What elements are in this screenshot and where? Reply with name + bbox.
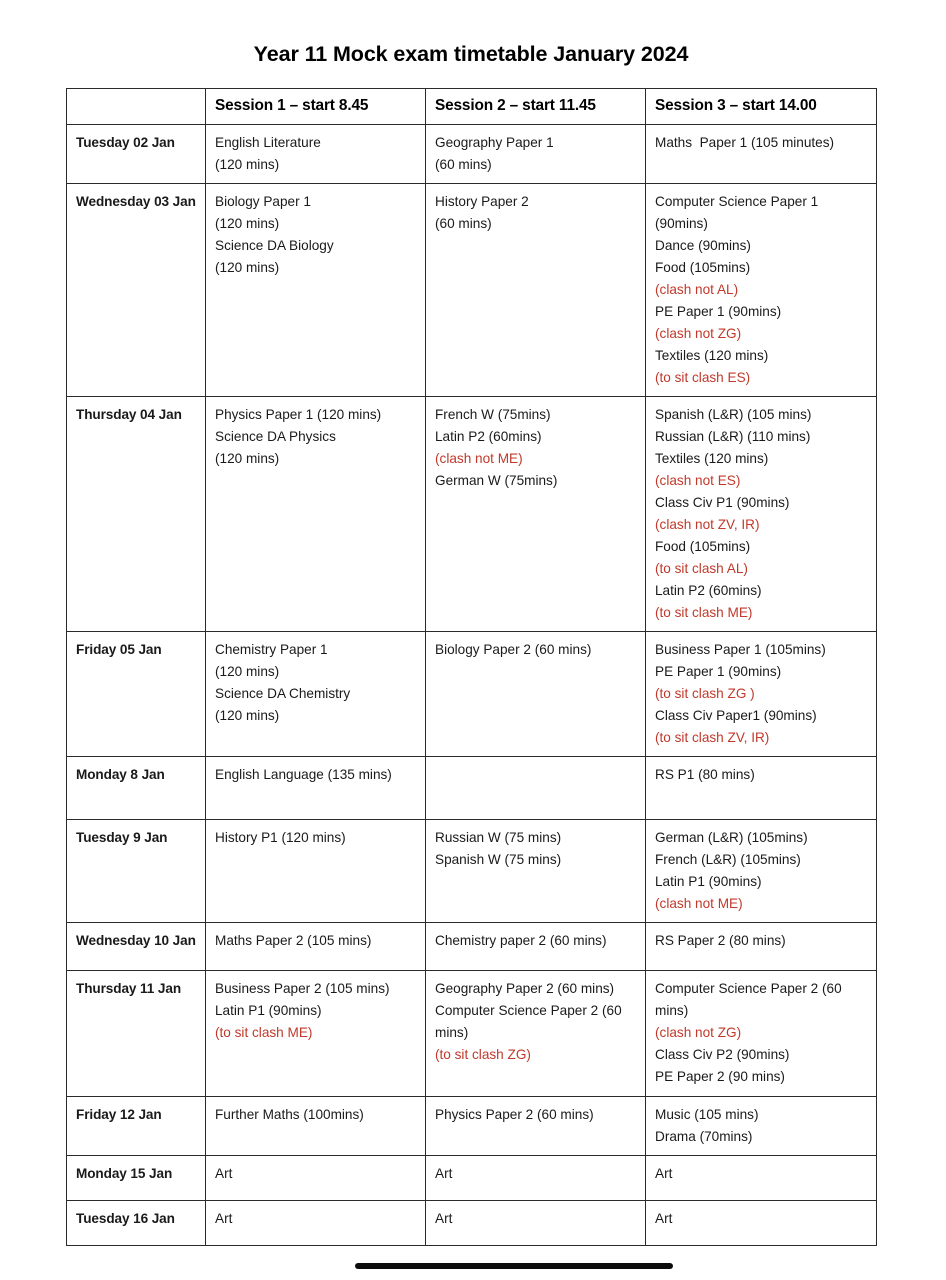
timetable-header (67, 89, 877, 125)
exam-entry: Computer Science Paper 1 (655, 193, 819, 209)
page-title: Year 11 Mock exam timetable January 2024 (253, 42, 689, 66)
exam-entry-list (655, 1163, 868, 1185)
exam-entry-list (435, 930, 637, 952)
exam-cell-session-3 (646, 757, 877, 820)
exam-cell-session-2 (426, 397, 646, 632)
exam-entry: English Literature (215, 134, 321, 150)
exam-entry: Textiles (120 mins) (655, 348, 769, 364)
exam-entry: Latin P2 (60mins) (655, 583, 762, 599)
exam-entry-list (435, 978, 637, 1066)
exam-entry-list (655, 827, 868, 915)
exam-cell-session-1 (206, 1200, 426, 1245)
exam-cell-session-3 (646, 1200, 877, 1245)
exam-entry: Physics Paper 2 (60 mins) (435, 1106, 594, 1122)
exam-entry-list (435, 1163, 637, 1185)
exam-entry-list (655, 764, 868, 786)
clash-note: (clash not ZG) (655, 1025, 742, 1041)
home-indicator-bar (355, 1263, 673, 1269)
exam-entry: (120 mins) (215, 156, 280, 172)
exam-entry: Chemistry paper 2 (60 mins) (435, 933, 607, 949)
exam-entry-list (655, 639, 868, 749)
day-label: Wednesday 03 Jan (67, 183, 206, 396)
exam-entry: (120 mins) (215, 664, 280, 680)
header-row (67, 89, 877, 125)
exam-cell-session-2 (426, 923, 646, 971)
exam-entry: German (L&R) (105mins) (655, 830, 808, 846)
clash-note: (clash not ES) (655, 473, 741, 489)
exam-entry: Art (215, 1165, 233, 1181)
exam-entry: Science DA Chemistry (215, 686, 351, 702)
exam-cell-session-3 (646, 397, 877, 632)
exam-entry: Dance (90mins) (655, 238, 751, 254)
exam-cell-session-2 (426, 124, 646, 183)
exam-cell-session-2 (426, 1200, 646, 1245)
exam-cell-session-2 (426, 757, 646, 820)
column-header-day (67, 89, 206, 125)
exam-cell-session-3 (646, 124, 877, 183)
exam-entry-list (435, 1104, 637, 1126)
exam-entry-list (655, 1104, 868, 1148)
clash-note: (to sit clash ES) (655, 370, 751, 386)
clash-note: (to sit clash ME) (655, 605, 753, 621)
timetable-row (67, 124, 877, 183)
clash-note: (clash not ME) (435, 451, 523, 467)
exam-entry: Maths Paper 2 (105 mins) (215, 933, 372, 949)
day-label: Friday 12 Jan (67, 1096, 206, 1155)
exam-cell-session-1 (206, 923, 426, 971)
exam-entry-list (655, 930, 868, 952)
timetable-row (67, 1200, 877, 1245)
exam-entry-list (215, 639, 417, 727)
exam-cell-session-1 (206, 1155, 426, 1200)
exam-entry-list (435, 191, 637, 235)
exam-entry: (120 mins) (215, 260, 280, 276)
exam-entry-list (215, 930, 417, 952)
clash-note: (clash not AL) (655, 282, 739, 298)
exam-entry: Further Maths (100mins) (215, 1106, 364, 1122)
exam-cell-session-1 (206, 397, 426, 632)
exam-entry: Food (105mins) (655, 260, 751, 276)
timetable-body (67, 124, 877, 1245)
exam-entry: Geography Paper 2 (60 mins) (435, 981, 615, 997)
exam-entry-list (655, 978, 868, 1088)
exam-entry: Russian (L&R) (110 mins) (655, 429, 811, 445)
exam-entry-list (655, 404, 868, 624)
timetable-row (67, 397, 877, 632)
exam-cell-session-2 (426, 820, 646, 923)
exam-entry-list (655, 132, 868, 154)
exam-entry: Art (655, 1165, 673, 1181)
exam-entry: PE Paper 1 (90mins) (655, 664, 782, 680)
clash-note: (to sit clash ZV, IR) (655, 730, 770, 746)
exam-entry: Class Civ P1 (90mins) (655, 495, 790, 511)
exam-entry: Computer Science Paper 2 (60 mins) (655, 981, 846, 1019)
exam-cell-session-3 (646, 1096, 877, 1155)
exam-entry-list (215, 827, 417, 849)
exam-entry: RS P1 (80 mins) (655, 767, 755, 783)
exam-entry: Art (215, 1210, 233, 1226)
exam-cell-session-1 (206, 183, 426, 396)
exam-entry: German W (75mins) (435, 473, 558, 489)
exam-entry: Maths Paper 1 (105 minutes) (655, 134, 835, 150)
clash-note: (to sit clash AL) (655, 561, 748, 577)
day-label: Thursday 04 Jan (67, 397, 206, 632)
exam-entry: (90mins) (655, 216, 708, 231)
exam-entry: Biology Paper 1 (215, 193, 311, 209)
exam-entry: Textiles (120 mins) (655, 451, 769, 467)
exam-entry: Drama (70mins) (655, 1128, 753, 1144)
exam-cell-session-2 (426, 971, 646, 1096)
exam-cell-session-3 (646, 632, 877, 757)
timetable-row (67, 757, 877, 820)
exam-entry-list (435, 1208, 637, 1230)
timetable-row (67, 632, 877, 757)
clash-note: (to sit clash ZG) (435, 1047, 531, 1063)
exam-entry-list (215, 1208, 417, 1230)
exam-cell-session-1 (206, 1096, 426, 1155)
exam-entry: Latin P2 (60mins) (435, 429, 542, 445)
timetable-row (67, 923, 877, 971)
exam-entry: Science DA Biology (215, 238, 334, 254)
exam-timetable (66, 88, 877, 1246)
exam-entry: Spanish W (75 mins) (435, 852, 562, 868)
exam-entry-list (215, 1163, 417, 1185)
exam-cell-session-3 (646, 820, 877, 923)
exam-entry: Computer Science Paper 2 (60 mins) (435, 1003, 626, 1041)
exam-entry: Business Paper 1 (105mins) (655, 642, 826, 658)
timetable-row (67, 183, 877, 396)
exam-entry: History Paper 2 (435, 193, 529, 209)
exam-entry: Geography Paper 1 (435, 134, 554, 150)
exam-cell-session-3 (646, 971, 877, 1096)
exam-entry: Class Civ Paper1 (90mins) (655, 708, 817, 724)
exam-cell-session-2 (426, 1096, 646, 1155)
exam-entry: Business Paper 2 (105 mins) (215, 981, 390, 997)
column-header-session-3: Session 3 – start 14.00 (646, 89, 877, 125)
timetable-row (67, 1096, 877, 1155)
exam-entry: English Language (135 mins) (215, 767, 392, 783)
exam-entry: Art (435, 1165, 453, 1181)
day-label: Monday 8 Jan (67, 757, 206, 820)
exam-cell-session-1 (206, 971, 426, 1096)
exam-cell-session-1 (206, 820, 426, 923)
exam-entry-list (655, 191, 868, 389)
exam-entry: Physics Paper 1 (120 mins) (215, 407, 382, 423)
exam-entry-list (435, 404, 637, 492)
exam-entry-list (215, 978, 417, 1044)
exam-cell-session-1 (206, 632, 426, 757)
exam-entry: Class Civ P2 (90mins) (655, 1047, 790, 1063)
column-header-session-2: Session 2 – start 11.45 (426, 89, 646, 125)
exam-cell-session-3 (646, 183, 877, 396)
exam-cell-session-2 (426, 1155, 646, 1200)
clash-note: (clash not ZV, IR) (655, 517, 760, 533)
exam-entry-list (215, 404, 417, 470)
timetable-row (67, 820, 877, 923)
day-label: Thursday 11 Jan (67, 971, 206, 1096)
exam-entry-list (435, 132, 637, 176)
exam-entry: (120 mins) (215, 708, 280, 724)
day-label: Tuesday 9 Jan (67, 820, 206, 923)
exam-cell-session-2 (426, 183, 646, 396)
exam-entry: Russian W (75 mins) (435, 830, 562, 846)
exam-entry: (120 mins) (215, 216, 280, 231)
column-header-session-1: Session 1 – start 8.45 (206, 89, 426, 125)
exam-cell-session-1 (206, 124, 426, 183)
exam-entry: Art (435, 1210, 453, 1226)
exam-entry: Science DA Physics (215, 429, 336, 445)
day-label: Monday 15 Jan (67, 1155, 206, 1200)
clash-note: (clash not ZG) (655, 326, 742, 342)
clash-note: (clash not ME) (655, 896, 743, 912)
clash-note: (to sit clash ZG ) (655, 686, 755, 702)
timetable-row (67, 1155, 877, 1200)
exam-entry-list (215, 764, 417, 786)
exam-entry: Art (655, 1210, 673, 1226)
exam-entry: RS Paper 2 (80 mins) (655, 933, 786, 949)
day-label: Tuesday 16 Jan (67, 1200, 206, 1245)
exam-entry: French W (75mins) (435, 407, 551, 423)
exam-entry: Latin P1 (90mins) (655, 874, 762, 890)
exam-entry: Food (105mins) (655, 539, 751, 555)
exam-entry-list (215, 1104, 417, 1126)
exam-cell-session-3 (646, 923, 877, 971)
exam-entry-list (435, 827, 637, 871)
exam-entry: Music (105 mins) (655, 1106, 759, 1122)
exam-entry-list (215, 132, 417, 176)
exam-entry: (60 mins) (435, 216, 492, 231)
exam-entry: PE Paper 1 (90mins) (655, 304, 782, 320)
day-label: Friday 05 Jan (67, 632, 206, 757)
exam-entry: History P1 (120 mins) (215, 830, 346, 846)
exam-cell-session-1 (206, 757, 426, 820)
exam-entry-list (655, 1208, 868, 1230)
exam-entry: French (L&R) (105mins) (655, 852, 801, 868)
exam-entry: Biology Paper 2 (60 mins) (435, 642, 592, 658)
exam-entry: (60 mins) (435, 156, 492, 172)
exam-entry: Spanish (L&R) (105 mins) (655, 407, 812, 423)
day-label: Wednesday 10 Jan (67, 923, 206, 971)
timetable-row (67, 971, 877, 1096)
exam-entry: Latin P1 (90mins) (215, 1003, 322, 1019)
exam-entry-list (435, 639, 637, 661)
exam-entry-list (215, 191, 417, 279)
exam-entry: Chemistry Paper 1 (215, 642, 328, 658)
exam-entry: PE Paper 2 (90 mins) (655, 1069, 785, 1085)
exam-entry: (120 mins) (215, 451, 280, 467)
day-label: Tuesday 02 Jan (67, 124, 206, 183)
exam-cell-session-3 (646, 1155, 877, 1200)
exam-cell-session-2 (426, 632, 646, 757)
clash-note: (to sit clash ME) (215, 1025, 313, 1041)
